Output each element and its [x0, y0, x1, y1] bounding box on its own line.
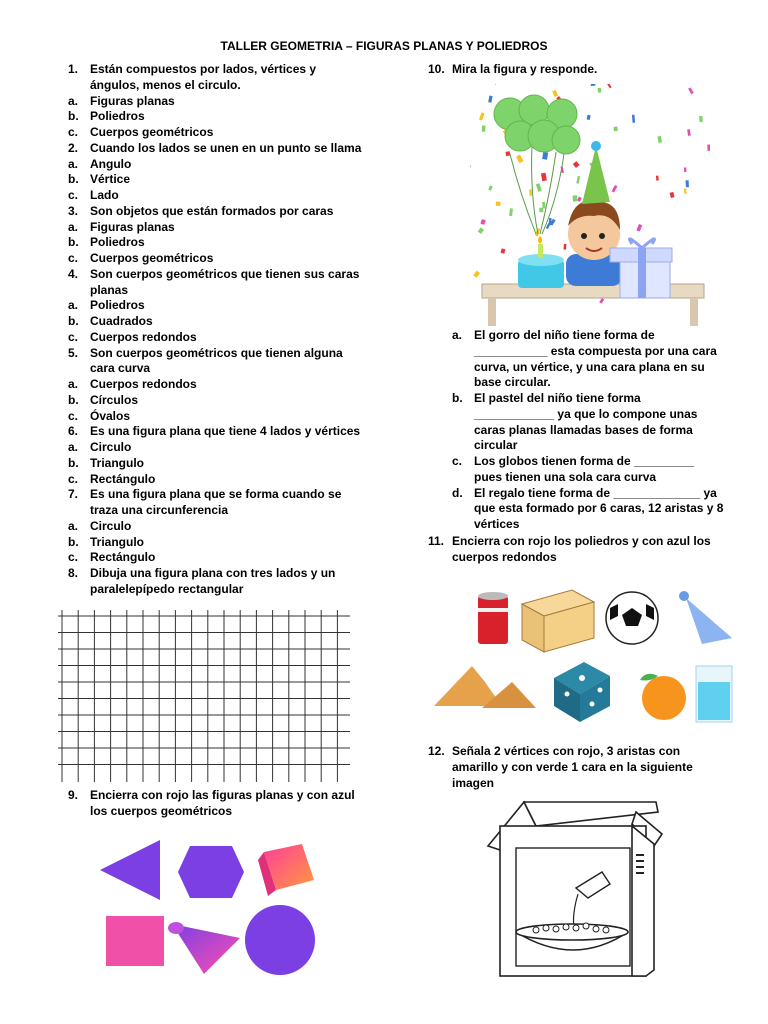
party-hat	[582, 146, 610, 204]
item-marker: c.	[68, 408, 79, 423]
item-text: planas	[90, 282, 129, 297]
item-text: los cuerpos geométricos	[90, 803, 233, 818]
item-marker: 11.	[428, 534, 445, 548]
item-text: Cuerpos geométricos	[90, 125, 214, 139]
item-text: Rectángulo	[90, 550, 156, 565]
item-marker: 1.	[68, 62, 79, 76]
orange-icon	[640, 674, 686, 720]
item-marker: b.	[68, 314, 79, 328]
item-marker: 2.	[68, 140, 79, 155]
item-marker: 10.	[428, 62, 445, 76]
item-text: Cuerpos geométricos	[90, 251, 214, 265]
item-marker: a.	[68, 93, 79, 108]
item-marker: a.	[452, 328, 463, 342]
item-text: Es una figura plana que tiene 4 lados y vértices	[90, 424, 361, 439]
item-marker: c.	[452, 454, 463, 468]
item-text: Poliedros	[90, 235, 145, 250]
item-text: Son cuerpos geométricos que tienen alguna	[90, 345, 343, 360]
party-image	[470, 84, 710, 328]
cake	[518, 236, 564, 288]
question-11	[428, 534, 748, 570]
item-text: Vértice	[90, 172, 131, 187]
item-text: que esta formado por 6 caras, 12 aristas y 8	[474, 501, 724, 516]
item-text: Mira la figura y responde.	[452, 62, 598, 76]
item-text: Figuras planas	[90, 93, 175, 108]
item-text: ángulos, menos el circulo.	[90, 77, 241, 92]
item-text: circular	[474, 438, 518, 453]
pyramids-icon	[434, 666, 536, 708]
item-marker: b.	[68, 172, 79, 187]
questions-1-8	[68, 62, 388, 622]
item-text: Encierra con rojo las figuras planas y con azul	[90, 788, 355, 802]
circle-shape	[245, 905, 315, 975]
cereal-box-image	[486, 798, 666, 978]
item-text: Circulo	[90, 518, 132, 533]
item-text: pues tienen una sola cara curva	[474, 469, 657, 484]
item-marker: c.	[68, 329, 79, 344]
item-text: Óvalos	[90, 408, 131, 423]
item-text: caras planas llamadas bases de forma	[474, 422, 693, 437]
cube-shape	[258, 844, 314, 896]
item-text: base circular.	[474, 375, 551, 390]
question-9	[68, 788, 388, 828]
item-text: Poliedros	[90, 109, 145, 124]
cardboard-box-icon	[522, 590, 594, 652]
item-text: Angulo	[90, 156, 132, 171]
item-marker: a.	[68, 156, 79, 171]
item-text: Circulo	[90, 440, 132, 454]
item-text: cuerpos redondos	[452, 549, 557, 564]
item-text: Son objetos que están formados por caras	[90, 203, 334, 218]
item-text: Figuras planas	[90, 219, 175, 234]
item-text: Lado	[90, 188, 119, 202]
cone-shape	[168, 922, 240, 974]
item-text: Son cuerpos geométricos que tienen sus caras	[90, 266, 360, 281]
item-marker: 4.	[68, 266, 79, 281]
item-marker: 8.	[68, 566, 79, 580]
item-text: Encierra con rojo los poliedros y con azul los	[452, 534, 711, 548]
item-marker: 7.	[68, 487, 79, 502]
item-text: ____________ ya que lo compone unas	[474, 406, 698, 421]
item-text: Cuerpos redondos	[90, 377, 197, 391]
item-text: curva, un vértice, y una cara plana en su	[474, 359, 705, 374]
item-text: vértices	[474, 517, 520, 531]
item-marker: c.	[68, 251, 79, 265]
item-marker: a.	[68, 219, 79, 234]
item-text: El regalo tiene forma de _____________ ya	[474, 485, 717, 500]
item-text: Triangulo	[90, 534, 144, 549]
party-hat-icon	[679, 591, 732, 644]
item-text: imagen	[452, 775, 495, 790]
item-text: Cuando los lados se unen en un punto se llama	[90, 140, 362, 155]
item-marker: a.	[68, 440, 79, 454]
item-text: Triangulo	[90, 455, 144, 470]
item-marker: b.	[68, 109, 79, 124]
item-text: Rectángulo	[90, 471, 156, 486]
item-marker: d.	[452, 485, 463, 500]
q9-shapes-image	[92, 832, 332, 980]
item-text: El pastel del niño tiene forma	[474, 391, 641, 405]
page-title: TALLER GEOMETRIA – FIGURAS PLANAS Y POLIEDROS	[220, 39, 548, 53]
item-marker: c.	[68, 471, 79, 486]
item-marker: b.	[68, 455, 79, 470]
item-text: Cuadrados	[90, 314, 153, 328]
item-text: paralelepípedo rectangular	[90, 581, 244, 596]
item-text: Poliedros	[90, 298, 145, 313]
triangle-shape	[100, 840, 160, 900]
item-text: El gorro del niño tiene forma de	[474, 328, 655, 342]
soda-can-icon	[478, 592, 508, 644]
item-marker: 3.	[68, 203, 79, 218]
q11-objects-image	[432, 586, 738, 728]
item-marker: b.	[68, 235, 79, 250]
hexagon-shape	[178, 846, 244, 898]
dice-icon	[554, 662, 610, 722]
item-text: Dibuja una figura plana con tres lados y un	[90, 566, 336, 580]
item-marker: 12.	[428, 744, 445, 758]
item-marker: a.	[68, 377, 79, 391]
item-marker: b.	[68, 392, 79, 407]
question-12	[428, 744, 748, 798]
item-text: ___________ esta compuesta por una cara	[474, 343, 717, 358]
item-marker: a.	[68, 518, 79, 533]
item-marker: 9.	[68, 788, 79, 802]
drawing-grid[interactable]	[58, 610, 350, 782]
glass-of-water-icon	[696, 666, 732, 722]
item-text: Es una figura plana que se forma cuando se	[90, 487, 342, 502]
item-text: Los globos tienen forma de _________	[474, 454, 695, 468]
item-marker: 6.	[68, 424, 79, 439]
item-marker: b.	[452, 391, 463, 405]
balloons	[494, 95, 580, 154]
item-marker: 5.	[68, 345, 79, 360]
item-marker: b.	[68, 534, 79, 549]
item-text: traza una circunferencia	[90, 503, 229, 517]
question-10-items	[452, 328, 752, 534]
item-text: Están compuestos por lados, vértices y	[90, 62, 317, 76]
item-text: amarillo y con verde 1 cara en la siguiente	[452, 759, 693, 774]
item-marker: a.	[68, 298, 79, 313]
item-text: cara curva	[90, 361, 151, 376]
soccer-ball-icon	[606, 592, 658, 644]
item-marker: c.	[68, 550, 79, 565]
item-marker: c.	[68, 125, 79, 139]
item-marker: c.	[68, 188, 79, 202]
question-10-title	[428, 62, 748, 80]
item-text: Señala 2 vértices con rojo, 3 aristas con	[452, 744, 681, 758]
item-text: Cuerpos redondos	[90, 329, 197, 344]
square-shape	[106, 916, 164, 966]
item-text: Círculos	[90, 392, 139, 407]
